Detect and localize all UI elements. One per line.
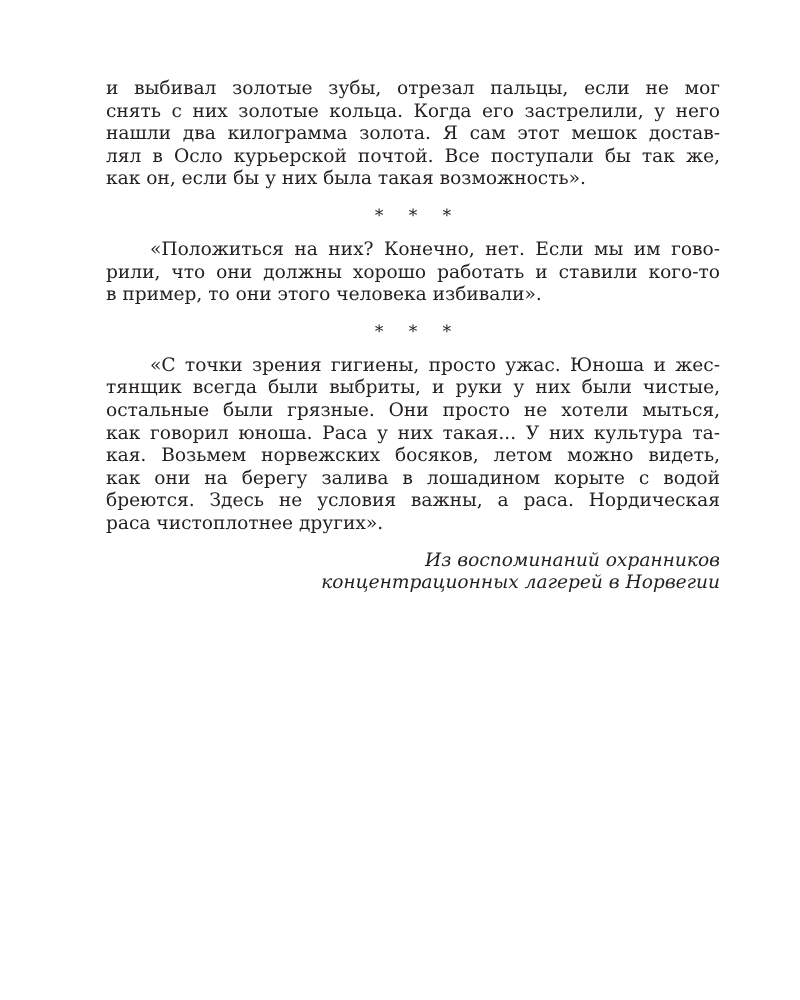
text-line: кая. Возьмем норвежских босяков, летом можно видеть, (106, 445, 720, 467)
text-line: как они на берегу залива в лошадином корыте с водой (106, 467, 720, 489)
paragraph-2 (106, 239, 720, 307)
attribution-line: концентрационных лагерей в Норвегии (321, 572, 720, 594)
text-line: как говорил юноша. Раса у них такая... У них культура та- (106, 422, 720, 444)
text-line: рили, что они должны хорошо работать и ставили кого-то (106, 261, 720, 283)
text-line: как он, если бы у них была такая возможность». (106, 168, 586, 190)
paragraph-1 (106, 78, 720, 191)
section-separator: * * * (374, 205, 462, 226)
text-line: нашли два килограмма золота. Я сам этот мешок достав- (106, 123, 720, 145)
text-line: раса чистоплотнее других». (106, 512, 384, 534)
text-line: «С точки зрения гигиены, просто ужас. Юноша и жес- (150, 354, 720, 376)
text-line: лял в Осло курьерской почтой. Все поступали бы так же, (106, 145, 720, 167)
text-line: тянщик всегда были выбриты, и руки у них были чистые, (106, 377, 720, 399)
paragraph-3 (106, 355, 720, 536)
text-line: и выбивал золотые зубы, отрезал пальцы, если не мог (106, 78, 720, 99)
attribution (106, 550, 720, 595)
text-line: «Положиться на них? Конечно, нет. Если мы им гово- (150, 238, 720, 260)
text-line: остальные были грязные. Они просто не хотели мыться, (106, 399, 720, 421)
book-page (106, 78, 720, 595)
text-line: в пример, то они этого человека избивали». (106, 284, 542, 306)
section-separator: * * * (374, 321, 462, 342)
text-line: снять с них золотые кольца. Когда его застрелили, у него (106, 100, 720, 122)
text-line: бреются. Здесь не условия важны, а раса. Нордическая (106, 490, 720, 512)
attribution-line: Из воспоминаний охранников (425, 549, 720, 571)
